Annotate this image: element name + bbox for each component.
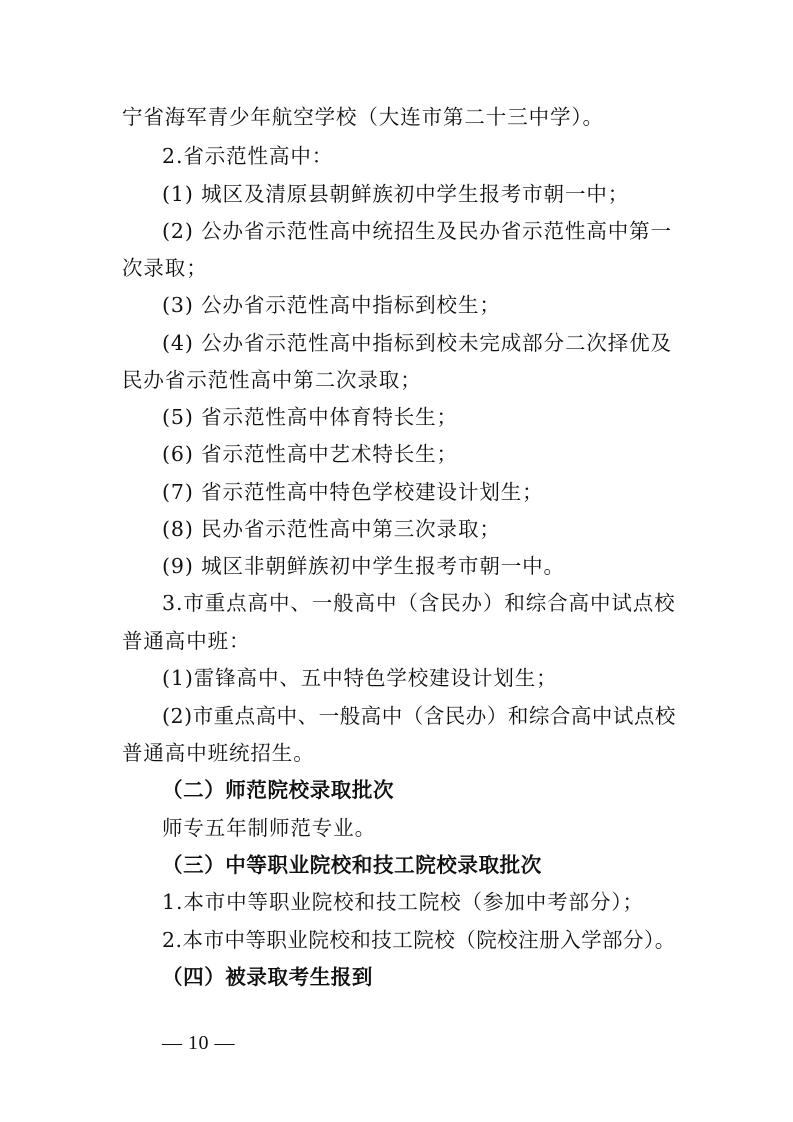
- text-line: 宁省海军青少年航空学校（大连市第二十三中学）。: [122, 105, 604, 129]
- text-line: (5) 省示范性高中体育特长生；: [162, 405, 458, 429]
- text-line: (4) 公办省示范性高中指标到校未完成部分二次择优及: [162, 331, 672, 355]
- text-line: (9) 城区非朝鲜族初中学生报考市朝一中。: [162, 554, 565, 578]
- section-heading: （四）被录取考生报到: [162, 965, 373, 989]
- section-heading: （三）中等职业院校和技工院校录取批次: [162, 853, 542, 877]
- text-line: 2.本市中等职业院校和技工院校（院校注册入学部分）。: [162, 928, 676, 952]
- text-line: (2) 公办省示范性高中统招生及民办省示范性高中第一: [162, 219, 672, 243]
- text-line: 次录取；: [122, 256, 208, 280]
- text-line: 2.省示范性高中：: [162, 144, 334, 168]
- section-heading: （二）师范院校录取批次: [162, 778, 395, 802]
- text-line: (2)市重点高中、一般高中（含民办）和综合高中试点校: [162, 704, 676, 728]
- text-line: 师专五年制师范专业。: [162, 816, 376, 840]
- text-line: (1) 城区及清原县朝鲜族初中学生报考市朝一中；: [162, 182, 630, 206]
- text-line: (8) 民办省示范性高中第三次录取；: [162, 517, 501, 541]
- text-line: (1)雷锋高中、五中特色学校建设计划生；: [162, 666, 558, 690]
- text-line: (7) 省示范性高中特色学校建设计划生；: [162, 480, 544, 504]
- text-line: 1.本市中等职业院校和技工院校（参加中考部分）；: [162, 890, 644, 914]
- text-line: (6) 省示范性高中艺术特长生；: [162, 442, 458, 466]
- text-line: 民办省示范性高中第二次录取；: [122, 368, 422, 392]
- text-line: 普通高中班：: [122, 629, 251, 653]
- text-line: 普通高中班统招生。: [122, 741, 315, 765]
- text-line: 3.市重点高中、一般高中（含民办）和综合高中试点校: [162, 591, 676, 615]
- text-line: (3) 公办省示范性高中指标到校生；: [162, 293, 501, 317]
- page-number: — 10 —: [162, 1032, 235, 1054]
